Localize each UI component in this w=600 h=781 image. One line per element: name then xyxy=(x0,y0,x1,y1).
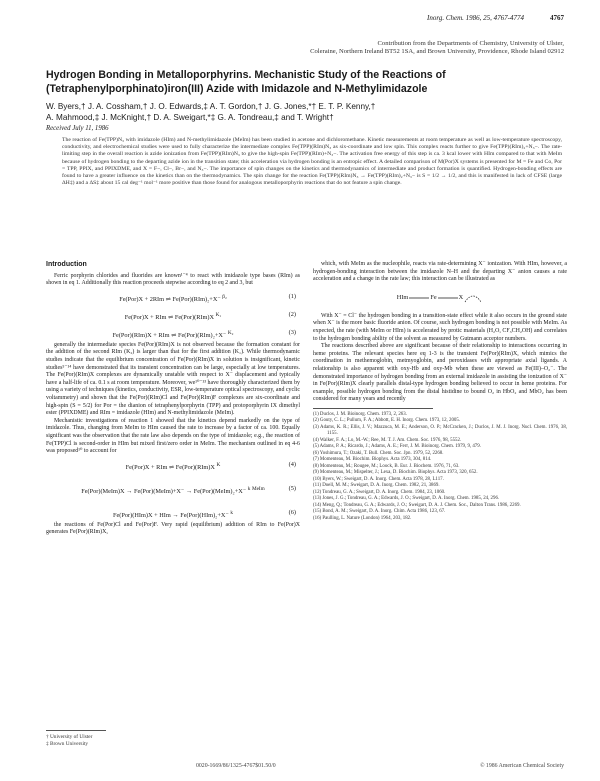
equation-5-text: Fe(Por)(MeIm)X → Fe(Por)(MeIm)+X⁻ → Fe(Por)(MeIm)₂+X⁻ xyxy=(81,487,247,495)
right-paragraph-2: With X⁻ = Cl⁻ the hydrogen bonding in a transition-state effect while it also occurs in the ground state when X⁻ is the more basic fluoride anion. Of course, such hydrogen bonding is not possible with MeIm. As expected, the rate (with MeIm or HIm) is accelerated by protic materials (H₂O, CF₃CH₂OH) and correlates to the hydrogen bonding ability of the solvent as measured by Gutmann acceptor numbers. xyxy=(313,312,567,342)
equation-5-label: (5) xyxy=(288,484,296,492)
reference-item: (14) Meng, Q.; Tondreau, G. A.; Edwards, J. O.; Sweigart, D. A. J. Chem. Soc., Dalton Trans. 1986, 2269. xyxy=(313,502,521,508)
reference-item: (16) Paulling, L. Nature (London) 1964, 203, 182. xyxy=(313,515,412,521)
bond-line-icon xyxy=(408,293,430,303)
equation-5 xyxy=(46,474,300,504)
affiliation-divider xyxy=(46,730,106,731)
equation-6 xyxy=(46,504,300,522)
equation-6-label: (6) xyxy=(288,508,296,516)
equation-4 xyxy=(46,456,300,474)
bond-diagram-himm: HIm xyxy=(396,293,409,301)
reference-item: (13) Jones, J. G.; Tondreau, G. A.; Edwards, J. O.; Sweigart, D. A. Inorg. Chem. 1985, 24, 296. xyxy=(313,496,500,502)
equation-2-constant: K₁ xyxy=(215,311,222,318)
contribution-line-2: Coleraine, Northern Ireland BT52 1SA, and Brown University, Providence, Rhode Island 02912 xyxy=(310,48,564,56)
reference-item: (15) Bond, A. M.; Sweigart, D. A. Inorg. Chim. Acta 1986, 123, 67. xyxy=(313,509,446,515)
equation-4-constant: K xyxy=(216,461,221,468)
equation-4-text: Fe(Por)X + RIm ⇌ Fe(Por)(RIm)X xyxy=(125,463,215,471)
bond-line-icon xyxy=(437,293,459,303)
page-number: 4767 xyxy=(550,14,564,22)
journal-citation: Inorg. Chem. 1986, 25, 4767-4774 xyxy=(427,14,524,22)
bond-diagram-anion: X xyxy=(458,293,464,301)
contribution-note xyxy=(46,40,564,57)
right-column xyxy=(313,261,567,522)
left-column xyxy=(46,261,300,537)
author-list xyxy=(46,101,566,123)
reference-item: (7) Momenteau, M. Biochim. Biophys. Acta 1973, 304, 814. xyxy=(313,457,432,463)
title-line-1: Hydrogen Bonding in Metalloporphyrins. Mechanistic Study of the Reactions of xyxy=(46,69,446,81)
section-heading-introduction: Introduction xyxy=(46,261,87,268)
equation-1 xyxy=(46,288,300,306)
reference-item: (12) Tondreau, G. A.; Sweigart, D. A. Inorg. Chem. 1984, 23, 1060. xyxy=(313,489,446,495)
reference-item: (4) Walker, F. A.; Lo, M.-W.; Ree, M. T. J. Am. Chem. Soc. 1976, 98, 5552. xyxy=(313,437,462,443)
article-title xyxy=(46,68,566,96)
equation-6-constant: k xyxy=(230,509,233,516)
title-line-2: (Tetraphenylporphinato)iron(III) Azide with Imidazole and N-Methylimidazole xyxy=(46,83,428,95)
intro-paragraph-1: Ferric porphyrin chlorides and fluorides are known¹⁻⁴ to react with imidazole type bases (RIm) as shown in eq 1. Additionally this reaction proceeds stepwise according to eq 2 and 3, but xyxy=(46,272,300,287)
equation-3-text: Fe(Por)(RIm)X + RIm ⇌ Fe(Por)(RIm)₂+X⁻ xyxy=(112,331,227,339)
running-header xyxy=(46,14,564,26)
reference-item: (5) Adams, P. A.; Ricardo, J.; Adams, A. E.; Ferr, J. M. Bioinorg. Chem. 1979, 9, 479. xyxy=(313,444,481,450)
intro-paragraph-2: generally the intermediate species Fe(Por)(RIm)X is not observed because the formation constant for the addition of the second RIm (K₂) is larger than that for the first addition (K₁). While thermodynamic studies indicate that the equilibrium concentration of Fe(Por)(RIm)X in solution is insignificant, kinetic studies⁵⁻¹⁴ have demonstrated that its transient concentration can be large, especially at low temperatures. The Fe(Por)(RIm)X complexes are dynamically unstable with respect to X⁻ displacement and typically have a half-life of ca. 0.1 s at room temperature. Moreover, we¹⁰⁻¹³ have thoroughly characterized them by using a variety of techniques (kinetics, conductivity, ESR, low-temperature optical spectroscopy, and cyclic voltammetry) and shown that the Fe(Por)(RIm)Cl and Fe(Por)(RIm)F complexes are six-coordinate and high-spin (S = 5/2) for Por = the dianion of tetraphenylporphyrin (TPP) and protoporphyrin IX dimethyl ester (PPIXDME) and RIm = imidazole (HIm) and N-methylimidazole (MeIm). xyxy=(46,341,300,417)
equation-6-text: Fe(Por)(HIm)X + HIm → Fe(Por)(HIm)₂+X⁻ xyxy=(112,511,229,519)
right-paragraph-3: The reactions described above are significant because of their relationship to interactions occurring in heme proteins. The relevant species here eq 1-3 is the transient Fe(Por)(RIm)X, which mimics the coordination in methemoglobin, metmyoglobin, and peroxidases with appropriate axial ligands. A relationship is also apparent with oxy-Hb and oxy-Mb when these are viewed as Fe(III)–O₂⁻. The demonstrated importance of hydrogen bonding from an external imidazole in assisting the ionization of X⁻ in Fe(Por)(RIm)X clearly parallels distal-type hydrogen bonding believed to occur in heme proteins. For example, possible hydrogen bonding from the distal histidine to bound O₂ in HbO₂ and MbO₂ has been considered for many years and recently xyxy=(313,343,567,403)
equation-5-reagent: MeIm xyxy=(251,485,265,492)
references-divider xyxy=(313,408,433,409)
reference-item: (10) Byers, W.; Sweigart, D. A. Inorg. Chem. Acta 1978, 28, L117. xyxy=(313,476,444,482)
reference-item: (2) Gouty, C. L.; Pullum, F. A.; Abbott, E. H. Inorg. Chem. 1973, 12, 2005. xyxy=(313,418,461,424)
abstract xyxy=(62,137,562,187)
equation-5-constant: k xyxy=(247,485,251,492)
equation-3-constant: K₂ xyxy=(227,329,234,336)
copyright-notice: © 1986 American Chemical Society xyxy=(480,763,564,769)
intro-paragraph-4: the reactions of Fe(Por)Cl and Fe(Por)F. Very rapid (equilibrium) addition of RIm to Fe(Por)X generates Fe(Por)(RIm)X, xyxy=(46,521,300,536)
authors-line-2: A. Mahmood,‡ J. McKnight,† D. A. Sweigart,*‡ G. A. Tondreau,‡ and T. Wright† xyxy=(46,113,334,122)
reference-item: (1) Duclos, J. M. Bioinorg. Chem. 1973, 2, 263. xyxy=(313,411,407,417)
abstract-text: The reaction of Fe(TPP)N₃ with imidazole (HIm) and N-methylimidazole (MeIm) has been studied in acetone and dichloromethane. Kinetic measurements at room temperature as well as low-temperature spectroscopy, conductivity, and electrochemical studies were used to fully characterize the intermediate complex Fe(TPP)(RIm)N₃ as six-coordinate and low spin. This complex reacts further to give Fe(TPP)(RIm)₂+N₃−. The rate-limiting step in the overall reaction is azide ionization from Fe(TPP)(RIm)N₃ to give the high-spin Fe(TPP)(RIm)+N₃−. The activation free energy of this step is ca. 3 kcal lower with HIm compared to that with MeIm because of hydrogen bonding to the departing azide ion in the transition state; this acceleration via hydrogen bonding is an entropic effect. A detailed comparison of M(Por)X systems is presented for M = Fe and Co, Por = TPP, PPIX, and PPIXDME, and X = F−, Cl−, Br−, and N₃−. The importance of spin changes on the kinetics and thermodynamics of intermediate and product formation is quantified. Hydrogen-bonding effects are found to have a greater influence on the kinetics than on the thermodynamics. The spin change for the reaction Fe(TPP)(RIm)N₃ → Fe(TPP)(RIm)₂+N₃− is S = 1/2 → 1/2, and this is manifested in lack of CFSE (large ΔH‡) and a ΔS‡ about 15 cal deg⁻¹ mol⁻¹ more positive than those found for analogous metalloporphyrin reactions that do not feature a spin change. xyxy=(62,137,562,187)
hydrogen-bond-diagram xyxy=(313,286,567,310)
equation-2-text: Fe(Por)X + RIm ⇌ Fe(Por)(RIm)X xyxy=(124,313,215,321)
affiliation-brown: ‡ Brown University xyxy=(46,740,89,747)
hydrogen-bond-arc-icon xyxy=(463,288,483,308)
reference-item: (6) Yoshimura, T.; Ozaki, T. Bull. Chem. Soc. Jpn. 1979, 52, 2268. xyxy=(313,450,444,456)
bond-diagram-iron: Fe xyxy=(430,293,437,301)
right-paragraph-1: which, with MeIm as the nucleophile, reacts via rate-determining X⁻ ionization. With HIm, however, a hydrogen-bonding interaction between the imidazole N–H and the departing X⁻ anion causes a rate acceleration and a change in the rate law; this interaction can be illustrated as xyxy=(313,261,567,283)
equation-4-label: (4) xyxy=(288,460,296,468)
equation-1-label: (1) xyxy=(288,292,296,300)
intro-paragraph-3: Mechanistic investigations of reaction 1 showed that the kinetics depend markedly on the type of imidazole. Thus, changing from MeIm to HIm caused the rate to increase by a factor of ca. 100. Equally significant was the observation that the rate law also depends on the type of imidazole; e.g., the reaction of Fe(TPP)Cl is second-order in HIm but mixed first/zero order in MeIm. The mechanism outlined in eq 4-6 was proposed¹⁰ to account for xyxy=(46,417,300,455)
equation-1-constant: β₂ xyxy=(222,293,227,300)
affiliation-ulster: † University of Ulster xyxy=(46,734,93,740)
reference-item: (8) Momenteau, M.; Rougee, M.; Loock, B. Eur. J. Biochem. 1976, 71, 63. xyxy=(313,463,460,469)
equation-3-label: (3) xyxy=(288,328,296,336)
received-date: Received July 11, 1986 xyxy=(46,125,109,132)
affiliations xyxy=(46,734,92,748)
reference-item: (3) Adams, K. R.; Ellis, J. V.; Mazzuca, M. E.; Anderson, O. P.; McCracken, J.; Duclos, J. M. J. Inorg. Nucl. Chem. 1976, 38, 1155. xyxy=(313,424,567,437)
contribution-line-1: Contribution from the Departments of Chemistry, University of Ulster, xyxy=(377,40,564,47)
equation-2 xyxy=(46,306,300,324)
authors-line-1: W. Byers,† J. A. Cossham,† J. O. Edwards,‡ A. T. Gordon,† J. G. Jones,*† E. T. P. Kenny,† xyxy=(46,102,376,111)
reference-item: (9) Momenteau, M.; Mispelter, J.; Lexa, D. Biochim. Biophys. Acta 1973, 320, 652. xyxy=(313,470,478,476)
equation-3 xyxy=(46,324,300,342)
equation-2-label: (2) xyxy=(288,310,296,318)
reference-item: (11) Doell, M. M.; Sweigart, D. A. Inorg. Chem. 1982, 21, 3869. xyxy=(313,483,440,489)
equation-1-text: Fe(Por)X + 2RIm ⇌ Fe(Por)(RIm)₂+X⁻ xyxy=(119,295,221,303)
issn-code: 0020-1669/86/1325-4767$01.50/0 xyxy=(196,763,276,769)
reference-list xyxy=(313,412,567,523)
